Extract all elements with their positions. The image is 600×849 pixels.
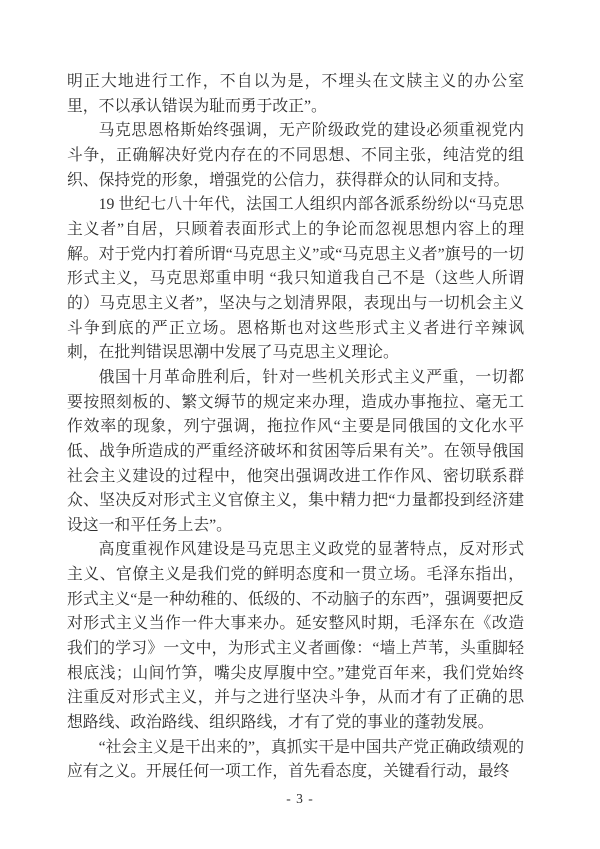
paragraph: 马克思恩格斯始终强调，无产阶级政党的建设必须重视党内斗争，正确解决好党内存在的不同思想、不同主张，纯洁党的组织、保持党的形象，增强党的公信力，获得群众的认同和支持。 — [67, 122, 524, 189]
paragraph: 明正大地进行工作，不自以为是，不埋头在文牍主义的办公室里，不以承认错误为耻而勇于改正”。 — [67, 73, 524, 115]
paragraph: 俄国十月革命胜利后，针对一些机关形式主义严重，一切都要按照刻板的、繁文缛节的规定来办理，造成办事拖拉、毫无工作效率的现象，列宁强调，拖拉作风“主要是同俄国的文化水平低、战争所造成的严重经济破坏和贫困等后果有关”。在领导俄国社会主义建设的过程中，他突出强调改进工作作风、密切联系群众、坚决反对形式主义官僚主义，集中精力把“力量都投到经济建设这一和平任务上去”。 — [67, 368, 524, 534]
page-number: - 3 - — [286, 791, 314, 806]
paragraph: “社会主义是干出来的”，真抓实干是中国共产党正确政绩观的应有之义。开展任何一项工作，首先看态度，关键看行动，最终 — [67, 738, 524, 781]
document-text — [67, 70, 524, 785]
paragraph: 19 世纪七八十年代，法国工人组织内部各派系纷纷以“马克思主义者”自居，只顾着表面形式上的争论而忽视思想内容上的理解。对于党内打着所谓“马克思主义”或“马克思主义者”旗号的一切形式主义，马克思郑重申明 “我只知道我自己不是（这些人所谓的）马克思主义者”，坚决与之划清界限，表现出与一切机会主义斗争到底的严正立场。恩格斯也对这些形式主义者进行辛辣讽刺，在批判错误思潮中发展了马克思主义理论。 — [67, 196, 524, 362]
paragraph: 高度重视作风建设是马克思主义政党的显著特点，反对形式主义、官僚主义是我们党的鲜明态度和一贯立场。毛泽东指出，形式主义“是一种幼稚的、低级的、不动脑子的东西”，强调要把反对形式主义当作一件大事来办。延安整风时期，毛泽东在《改造我们的学习》一文中，为形式主义者画像：“墙上芦苇，头重脚轻根底浅；山间竹笋，嘴尖皮厚腹中空。”建党百年来，我们党始终注重反对形式主义，并与之进行坚决斗争，从而才有了正确的思想路线、政治路线、组织路线，才有了党的事业的蓬勃发展。 — [67, 541, 524, 732]
